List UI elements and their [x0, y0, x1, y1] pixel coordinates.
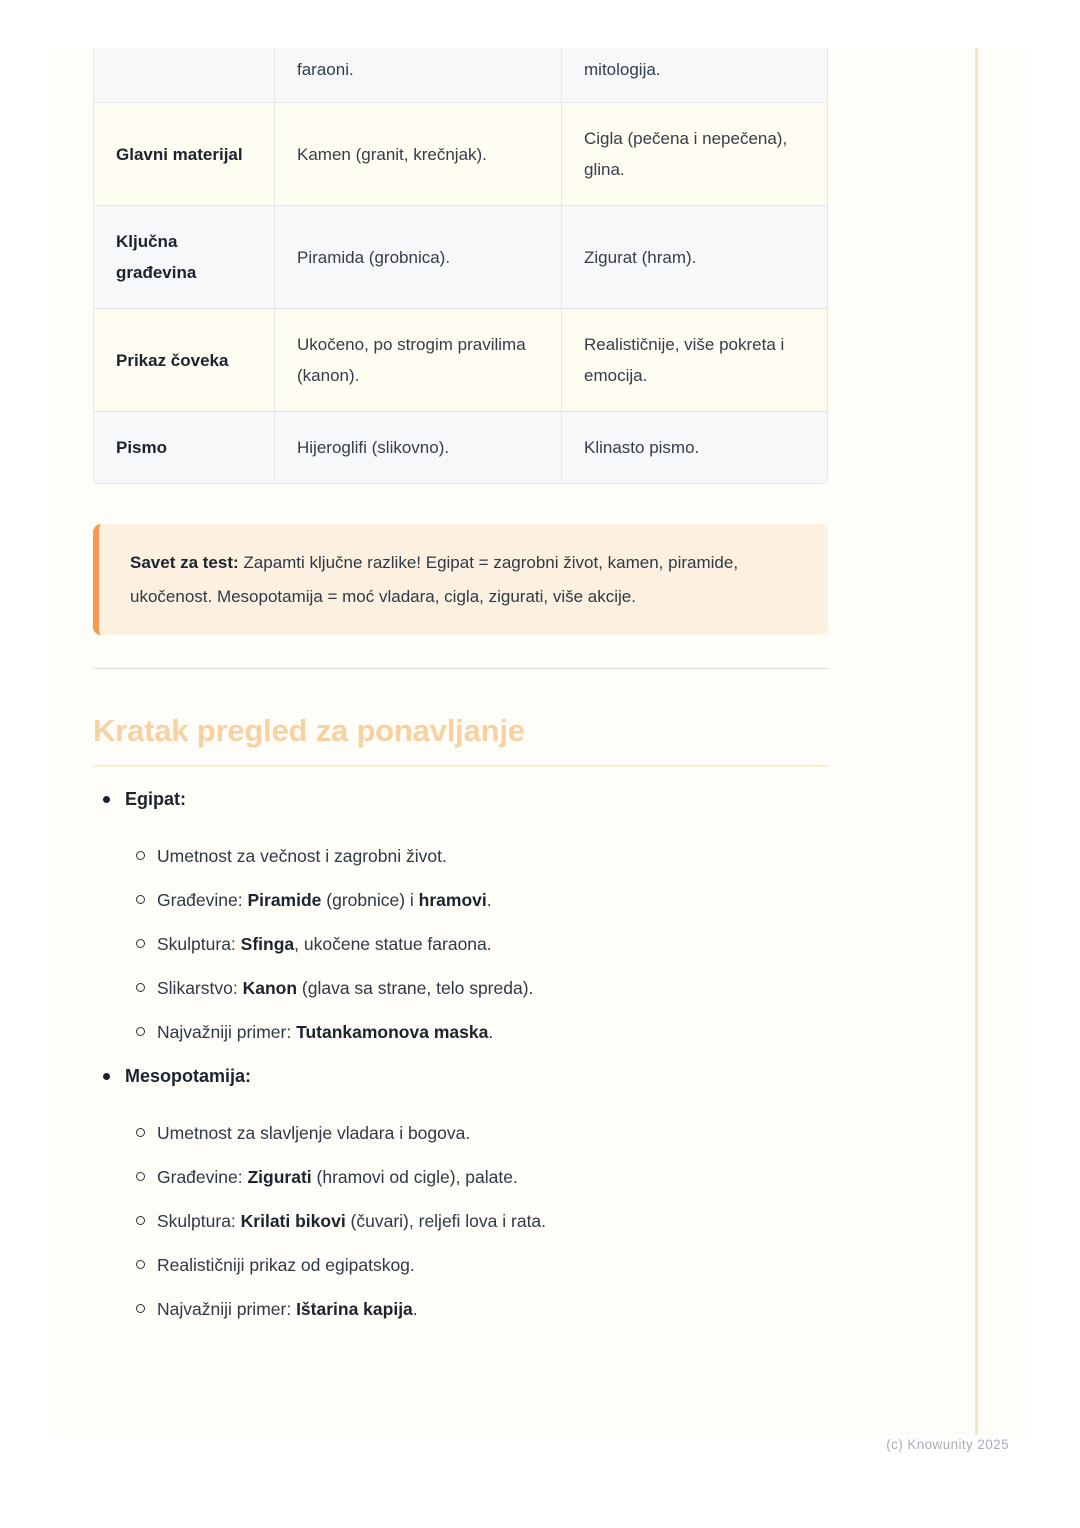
table-cell-egypt: Ukočeno, po strogim pravilima (kanon).: [275, 308, 562, 411]
list-group-egypt: [93, 787, 828, 1044]
list-item: [125, 844, 828, 868]
table-row: [94, 102, 827, 205]
table-row-label: Prikaz čoveka: [94, 308, 275, 411]
list-item: [125, 1209, 828, 1233]
sub-list-mesopotamia: [125, 1121, 828, 1321]
test-tip-title: Savet za test:: [130, 553, 239, 572]
section-divider: [93, 668, 828, 669]
document-card: [48, 48, 1032, 1435]
circle-bullet-icon: [136, 1260, 145, 1269]
comparison-table: [93, 48, 828, 484]
list-item: [125, 1297, 828, 1321]
list-item: [125, 976, 828, 1000]
list-item-text: Skulptura: Krilati bikovi (čuvari), reljefi lova i rata.: [157, 1211, 547, 1231]
table-row: [94, 205, 827, 308]
list-item-text: Slikarstvo: Kanon (glava sa strane, telo spreda).: [157, 978, 534, 998]
list-item: [125, 1121, 828, 1145]
disc-bullet-icon: [103, 796, 110, 803]
circle-bullet-icon: [136, 1128, 145, 1137]
list-item-text: Najvažniji primer: Tutankamonova maska.: [157, 1022, 494, 1042]
circle-bullet-icon: [136, 939, 145, 948]
table-cell-egypt: Piramida (grobnica).: [275, 205, 562, 308]
table-cell-mesopotamia: Realističnije, više pokreta i emocija.: [562, 308, 827, 411]
list-item-text: Građevine: Zigurati (hramovi od cigle), palate.: [157, 1167, 518, 1187]
circle-bullet-icon: [136, 895, 145, 904]
circle-bullet-icon: [136, 1172, 145, 1181]
table-cell-egypt: faraoni.: [275, 48, 562, 102]
test-tip-body: Zapamti ključne razlike! Egipat = zagrobni život, kamen, piramide, ukočenost. Mesopotamija = moć vladara, cigla, zigurati, više akcije.: [130, 553, 739, 606]
list-item: [125, 1020, 828, 1044]
circle-bullet-icon: [136, 1027, 145, 1036]
table-row: [94, 48, 827, 102]
review-list: [93, 787, 828, 1321]
document-content: [93, 48, 828, 1341]
test-tip-callout: [93, 524, 828, 635]
list-item: [125, 1165, 828, 1189]
table-row: [94, 308, 827, 411]
table-row-label: Glavni materijal: [94, 102, 275, 205]
table-cell-egypt: Kamen (granit, krečnjak).: [275, 102, 562, 205]
table-cell-mesopotamia: Klinasto pismo.: [562, 411, 827, 483]
table-row: [94, 411, 827, 483]
list-item-text: Umetnost za večnost i zagrobni život.: [157, 846, 447, 866]
table-cell-mesopotamia: Zigurat (hram).: [562, 205, 827, 308]
list-group-label: Egipat:: [125, 789, 186, 809]
circle-bullet-icon: [136, 1304, 145, 1313]
list-item-text: Realističniji prikaz od egipatskog.: [157, 1255, 415, 1275]
list-item-text: Umetnost za slavljenje vladara i bogova.: [157, 1123, 471, 1143]
circle-bullet-icon: [136, 851, 145, 860]
list-group-label: Mesopotamija:: [125, 1066, 252, 1086]
list-item-text: Građevine: Piramide (grobnice) i hramovi.: [157, 890, 492, 910]
list-item-text: Skulptura: Sfinga, ukočene statue faraona.: [157, 934, 492, 954]
list-item: [125, 932, 828, 956]
table-cell-mesopotamia: mitologija.: [562, 48, 827, 102]
table-row-label: Pismo: [94, 411, 275, 483]
footer-copyright: (c) Knowunity 2025: [886, 1437, 1009, 1452]
table-row-label: [94, 48, 275, 102]
table-cell-mesopotamia: Cigla (pečena i nepečena), glina.: [562, 102, 827, 205]
list-item: [125, 1253, 828, 1277]
table-cell-egypt: Hijeroglifi (slikovno).: [275, 411, 562, 483]
circle-bullet-icon: [136, 983, 145, 992]
list-item: [125, 888, 828, 912]
disc-bullet-icon: [103, 1073, 110, 1080]
section-heading: Kratak pregled za ponavljanje: [93, 713, 828, 767]
test-tip-text: [130, 546, 798, 614]
list-item-text: Najvažniji primer: Ištarina kapija.: [157, 1299, 418, 1319]
circle-bullet-icon: [136, 1216, 145, 1225]
sub-list-egypt: [125, 844, 828, 1044]
margin-accent-line: [975, 48, 978, 1435]
table-row-label: Ključna građevina: [94, 205, 275, 308]
list-group-mesopotamia: [93, 1064, 828, 1321]
